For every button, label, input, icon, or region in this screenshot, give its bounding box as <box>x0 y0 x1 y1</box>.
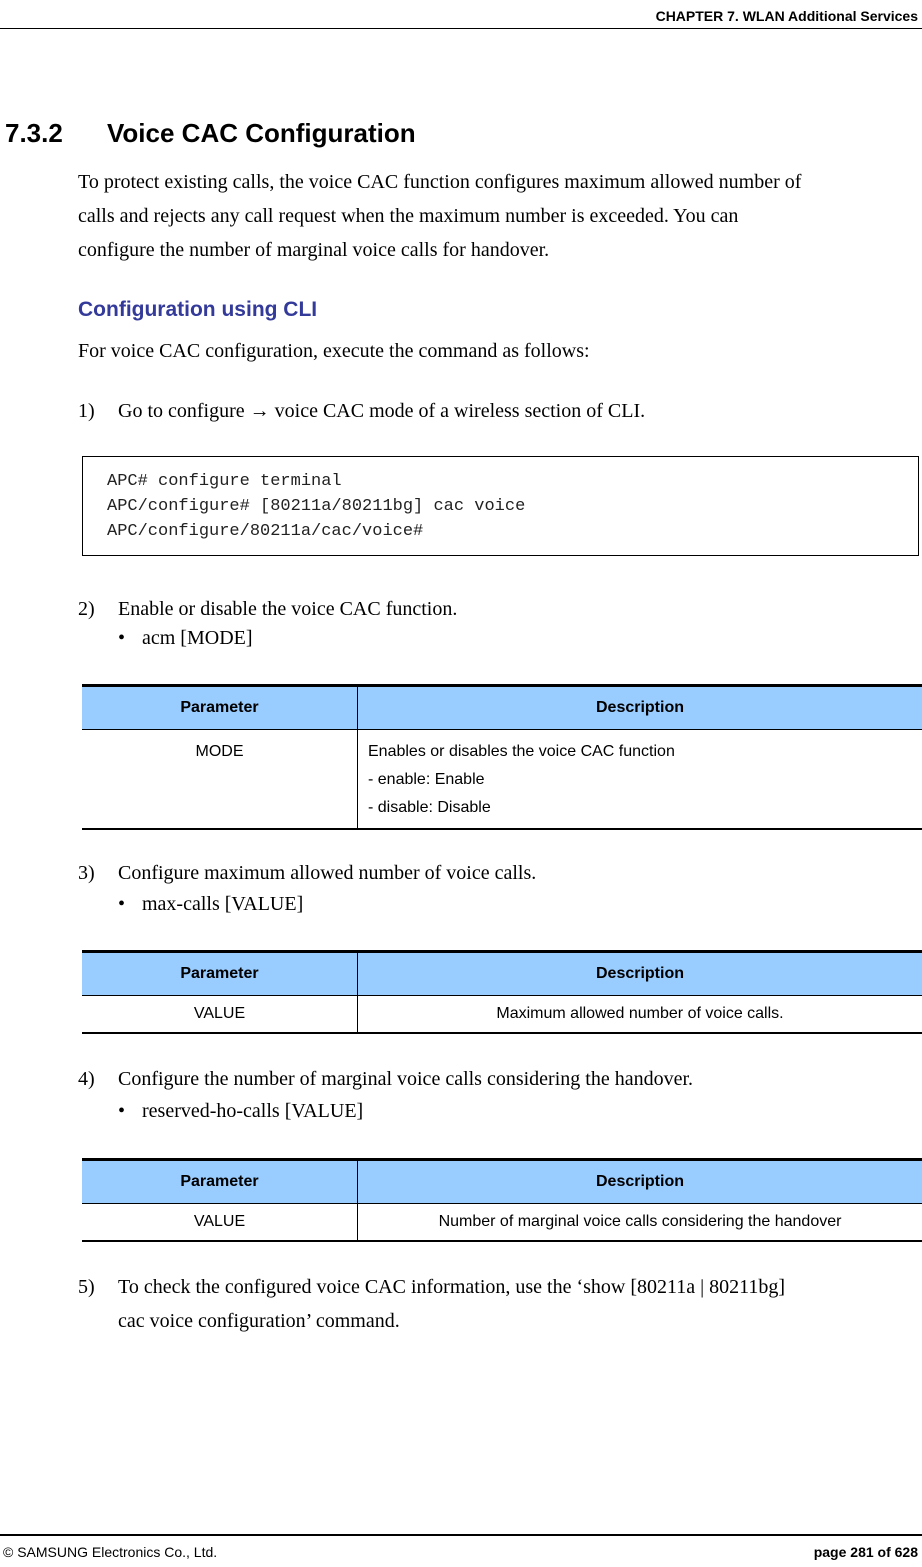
step-5 <box>78 1270 785 1304</box>
bullet-max-calls <box>118 888 303 920</box>
param-cell: MODE <box>82 730 357 766</box>
intro-paragraph <box>78 165 918 267</box>
code-line: APC# configure terminal <box>107 469 918 494</box>
cli-intro: For voice CAC configuration, execute the command as follows: <box>78 334 590 368</box>
header-parameter: Parameter <box>82 1160 358 1204</box>
step-number: 5) <box>78 1270 118 1304</box>
chapter-title: CHAPTER 7. WLAN Additional Services <box>656 8 918 24</box>
desc-line: - disable: Disable <box>368 794 922 822</box>
mode-table <box>82 684 922 830</box>
code-line: APC/configure/80211a/cac/voice# <box>107 519 918 544</box>
intro-line: To protect existing calls, the voice CAC function configures maximum allowed number of <box>78 165 918 199</box>
step-1 <box>78 394 645 428</box>
header-parameter: Parameter <box>82 952 358 996</box>
desc-line: - enable: Enable <box>368 766 922 794</box>
desc-line: Enables or disables the voice CAC function <box>368 738 922 766</box>
step-2 <box>78 592 457 626</box>
bullet-dot: • <box>118 622 142 654</box>
bullet-text: acm [MODE] <box>142 627 253 649</box>
section-number: 7.3.2 <box>5 118 107 149</box>
intro-line: calls and rejects any call request when the maximum number is exceeded. You can <box>78 199 918 233</box>
reserved-ho-table <box>82 1158 922 1242</box>
desc-cell: Maximum allowed number of voice calls. <box>358 996 922 1032</box>
bullet-dot: • <box>118 1095 142 1127</box>
section-title: Voice CAC Configuration <box>107 118 416 148</box>
step-4 <box>78 1062 693 1096</box>
table-row <box>82 1204 922 1242</box>
step-number: 4) <box>78 1062 118 1096</box>
step-number: 3) <box>78 856 118 890</box>
step-text: Configure the number of marginal voice calls considering the handover. <box>118 1068 693 1090</box>
header-description: Description <box>358 952 922 996</box>
header-parameter: Parameter <box>82 686 358 730</box>
copyright: © SAMSUNG Electronics Co., Ltd. <box>3 1544 217 1560</box>
step-text: Enable or disable the voice CAC function. <box>118 598 457 620</box>
step-text: Configure maximum allowed number of voice calls. <box>118 862 536 884</box>
param-cell: VALUE <box>82 1204 357 1240</box>
page-number: page 281 of 628 <box>814 1544 918 1560</box>
bullet-text: reserved-ho-calls [VALUE] <box>142 1100 363 1122</box>
step-3 <box>78 856 536 890</box>
cli-heading: Configuration using CLI <box>78 298 317 322</box>
bullet-reserved-ho-calls <box>118 1095 363 1127</box>
intro-line: configure the number of marginal voice calls for handover. <box>78 233 918 267</box>
step-5-continued: cac voice configuration’ command. <box>118 1304 400 1338</box>
desc-cell: Number of marginal voice calls considering the handover <box>358 1204 922 1240</box>
code-line: APC/configure# [80211a/80211bg] cac voice <box>107 494 918 519</box>
table-row <box>82 730 922 830</box>
bullet-text: max-calls [VALUE] <box>142 893 303 915</box>
page-footer <box>0 1534 922 1567</box>
max-calls-table <box>82 950 922 1034</box>
step-number: 2) <box>78 592 118 626</box>
page-header <box>0 0 922 29</box>
bullet-dot: • <box>118 888 142 920</box>
param-cell: VALUE <box>82 996 357 1032</box>
header-description: Description <box>358 1160 922 1204</box>
table-row <box>82 996 922 1034</box>
header-description: Description <box>358 686 922 730</box>
step-text: To check the configured voice CAC information, use the ‘show [80211a | 80211bg] <box>118 1276 785 1298</box>
bullet-acm <box>118 622 253 654</box>
section-heading <box>5 118 905 149</box>
step-number: 1) <box>78 394 118 428</box>
step-text: Go to configure → voice CAC mode of a wireless section of CLI. <box>118 400 645 422</box>
code-block <box>82 456 919 556</box>
